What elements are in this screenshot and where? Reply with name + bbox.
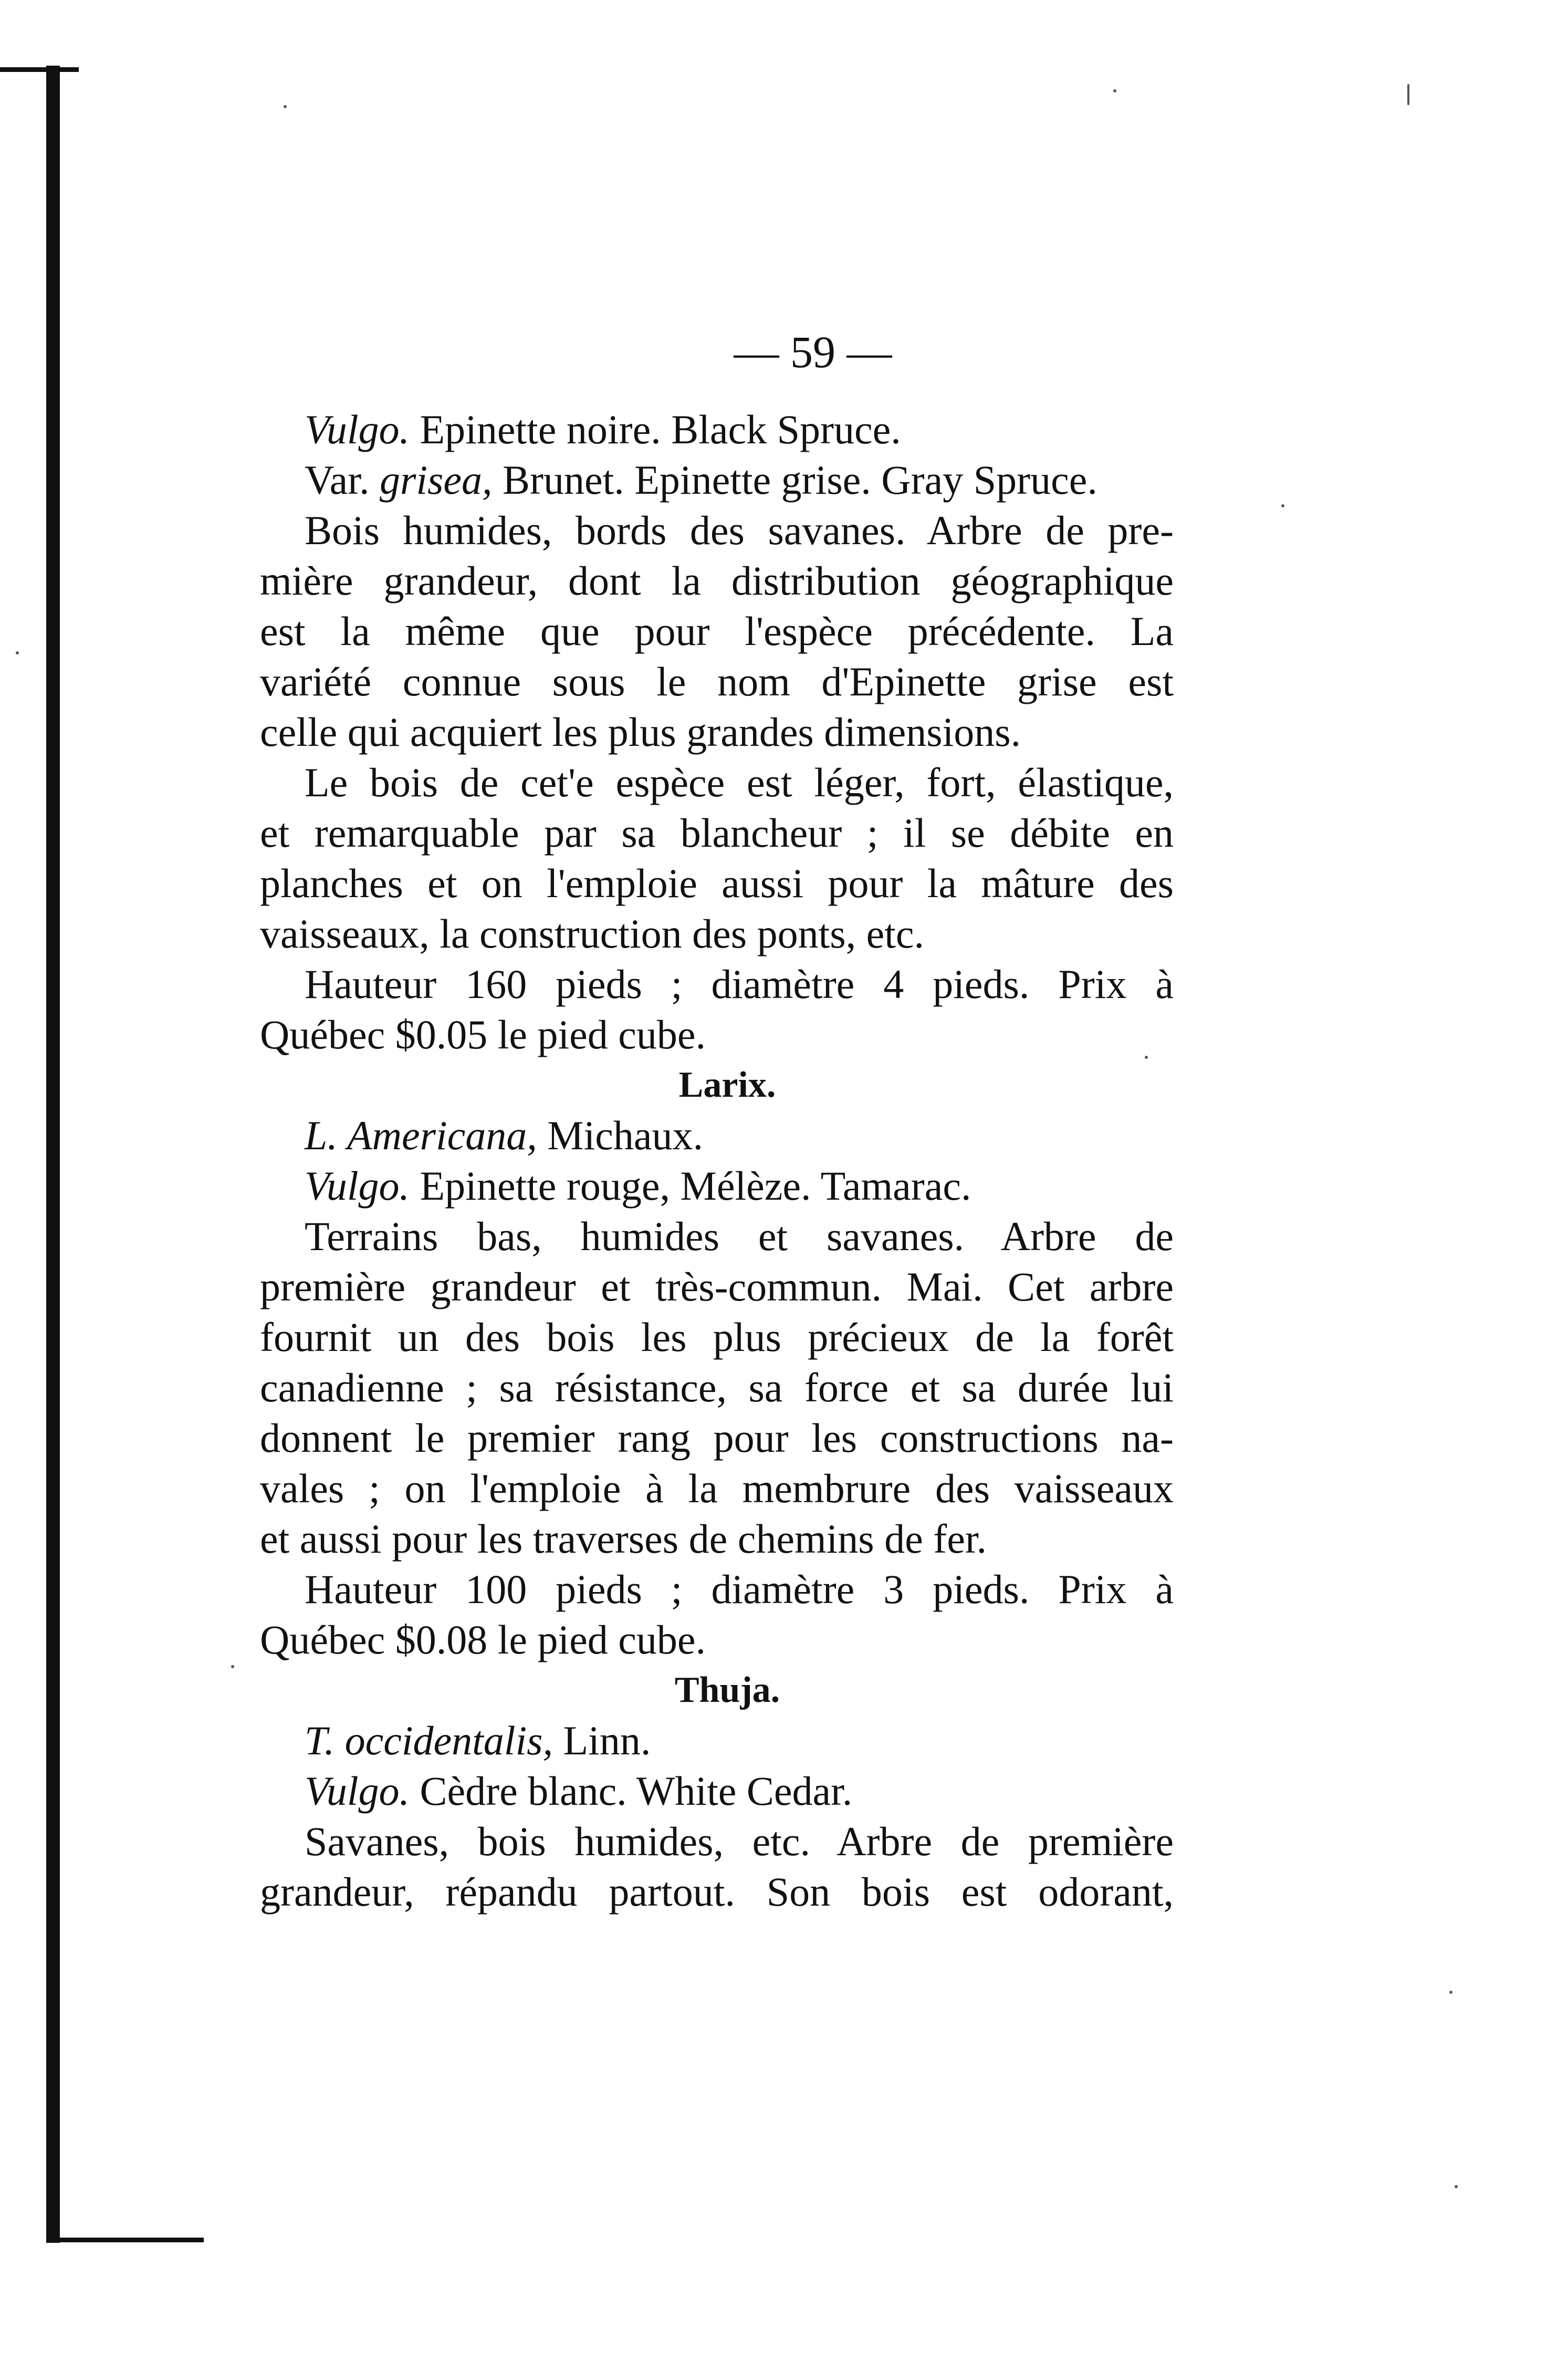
text-segment: Epinette noire. Black Spruce. [410, 407, 901, 452]
italic-text: L. Americana, [305, 1112, 537, 1158]
text-segment: mière grandeur, dont la distribution géographique [260, 558, 1174, 604]
text-segment: grandeur, répandu partout. Son bois est odorant, [260, 1869, 1174, 1915]
text-segment: Brunet. Epinette grise. Gray Spruce. [492, 457, 1097, 503]
text-line [260, 1110, 1174, 1161]
text-segment: est la même que pour l'espèce précédente. La [260, 608, 1174, 654]
text-segment: celle qui acquiert les plus grandes dimensions. [260, 709, 1021, 755]
text-line [260, 1615, 1174, 1665]
text-segment: première grandeur et très-commun. Mai. Cet arbre [260, 1264, 1174, 1309]
page-number: — 59 — [734, 327, 892, 377]
text-line [260, 1867, 1174, 1917]
text-line [260, 556, 1174, 606]
italic-text: Vulgo. [305, 407, 410, 452]
text-segment: Larix. [678, 1065, 776, 1105]
text-line [260, 959, 1174, 1010]
text-line [260, 808, 1174, 858]
genus-heading [260, 1060, 1174, 1110]
text-line [260, 858, 1174, 909]
spine-top-rule [0, 67, 79, 72]
text-segment: et remarquable par sa blancheur ; il se débite en [260, 810, 1174, 856]
text-segment: Terrains bas, humides et savanes. Arbre de [305, 1213, 1174, 1259]
text-line [260, 909, 1174, 959]
italic-text: Vulgo. [305, 1163, 410, 1209]
text-line [260, 1211, 1174, 1262]
text-line [260, 1715, 1174, 1766]
text-line [260, 1010, 1174, 1060]
text-line [260, 1816, 1174, 1867]
spine-vertical-rule [46, 66, 60, 2243]
text-segment: Cèdre blanc. White Cedar. [410, 1768, 853, 1814]
text-segment: canadienne ; sa résistance, sa force et sa durée lui [260, 1365, 1174, 1410]
text-segment: Bois humides, bords des savanes. Arbre de pre- [305, 507, 1174, 553]
genus-heading [260, 1665, 1174, 1715]
text-segment: fournit un des bois les plus précieux de la forêt [260, 1314, 1174, 1360]
text-line [260, 1161, 1174, 1211]
text-line [260, 707, 1174, 757]
text-segment: Epinette rouge, Mélèze. Tamarac. [410, 1163, 971, 1209]
text-segment: vaisseaux, la construction des ponts, etc. [260, 911, 925, 956]
text-line [260, 657, 1174, 707]
text-line [260, 404, 1174, 455]
text-segment: et aussi pour les traverses de chemins de fer. [260, 1516, 987, 1562]
text-line [260, 1413, 1174, 1463]
text-segment: Savanes, bois humides, etc. Arbre de première [305, 1818, 1174, 1864]
text-line [260, 1564, 1174, 1615]
text-line [260, 1363, 1174, 1413]
text-segment: Hauteur 160 pieds ; diamètre 4 pieds. Prix à [305, 961, 1174, 1007]
text-line [260, 606, 1174, 657]
text-line [260, 455, 1174, 505]
text-segment: donnent le premier rang pour les constructions na- [260, 1415, 1174, 1461]
text-line [260, 757, 1174, 808]
text-segment: Québec $0.08 le pied cube. [260, 1617, 706, 1662]
text-segment: Var. [305, 457, 380, 503]
text-segment: Thuja. [674, 1670, 780, 1710]
text-line [260, 1312, 1174, 1363]
text-line [260, 1514, 1174, 1564]
page-text-block [260, 404, 1174, 1917]
italic-text: T. occidentalis, [305, 1718, 553, 1763]
text-line [260, 1766, 1174, 1816]
text-line [260, 505, 1174, 556]
spine-bottom-rule [46, 2238, 204, 2242]
text-segment: planches et on l'emploie aussi pour la mâture des [260, 860, 1174, 906]
text-segment: vales ; on l'emploie à la membrure des vaisseaux [260, 1465, 1174, 1511]
text-segment: Québec $0.05 le pied cube. [260, 1012, 706, 1057]
italic-text: Vulgo. [305, 1768, 410, 1814]
text-segment: Linn. [553, 1718, 651, 1763]
text-segment: Hauteur 100 pieds ; diamètre 3 pieds. Prix à [305, 1566, 1174, 1612]
text-segment: variété connue sous le nom d'Epinette grise est [260, 659, 1174, 704]
text-line [260, 1463, 1174, 1514]
text-line [260, 1262, 1174, 1312]
text-segment: Le bois de cet'e espèce est léger, fort, élastique, [305, 760, 1174, 805]
italic-text: grisea, [379, 457, 493, 503]
text-segment: Michaux. [537, 1112, 703, 1158]
